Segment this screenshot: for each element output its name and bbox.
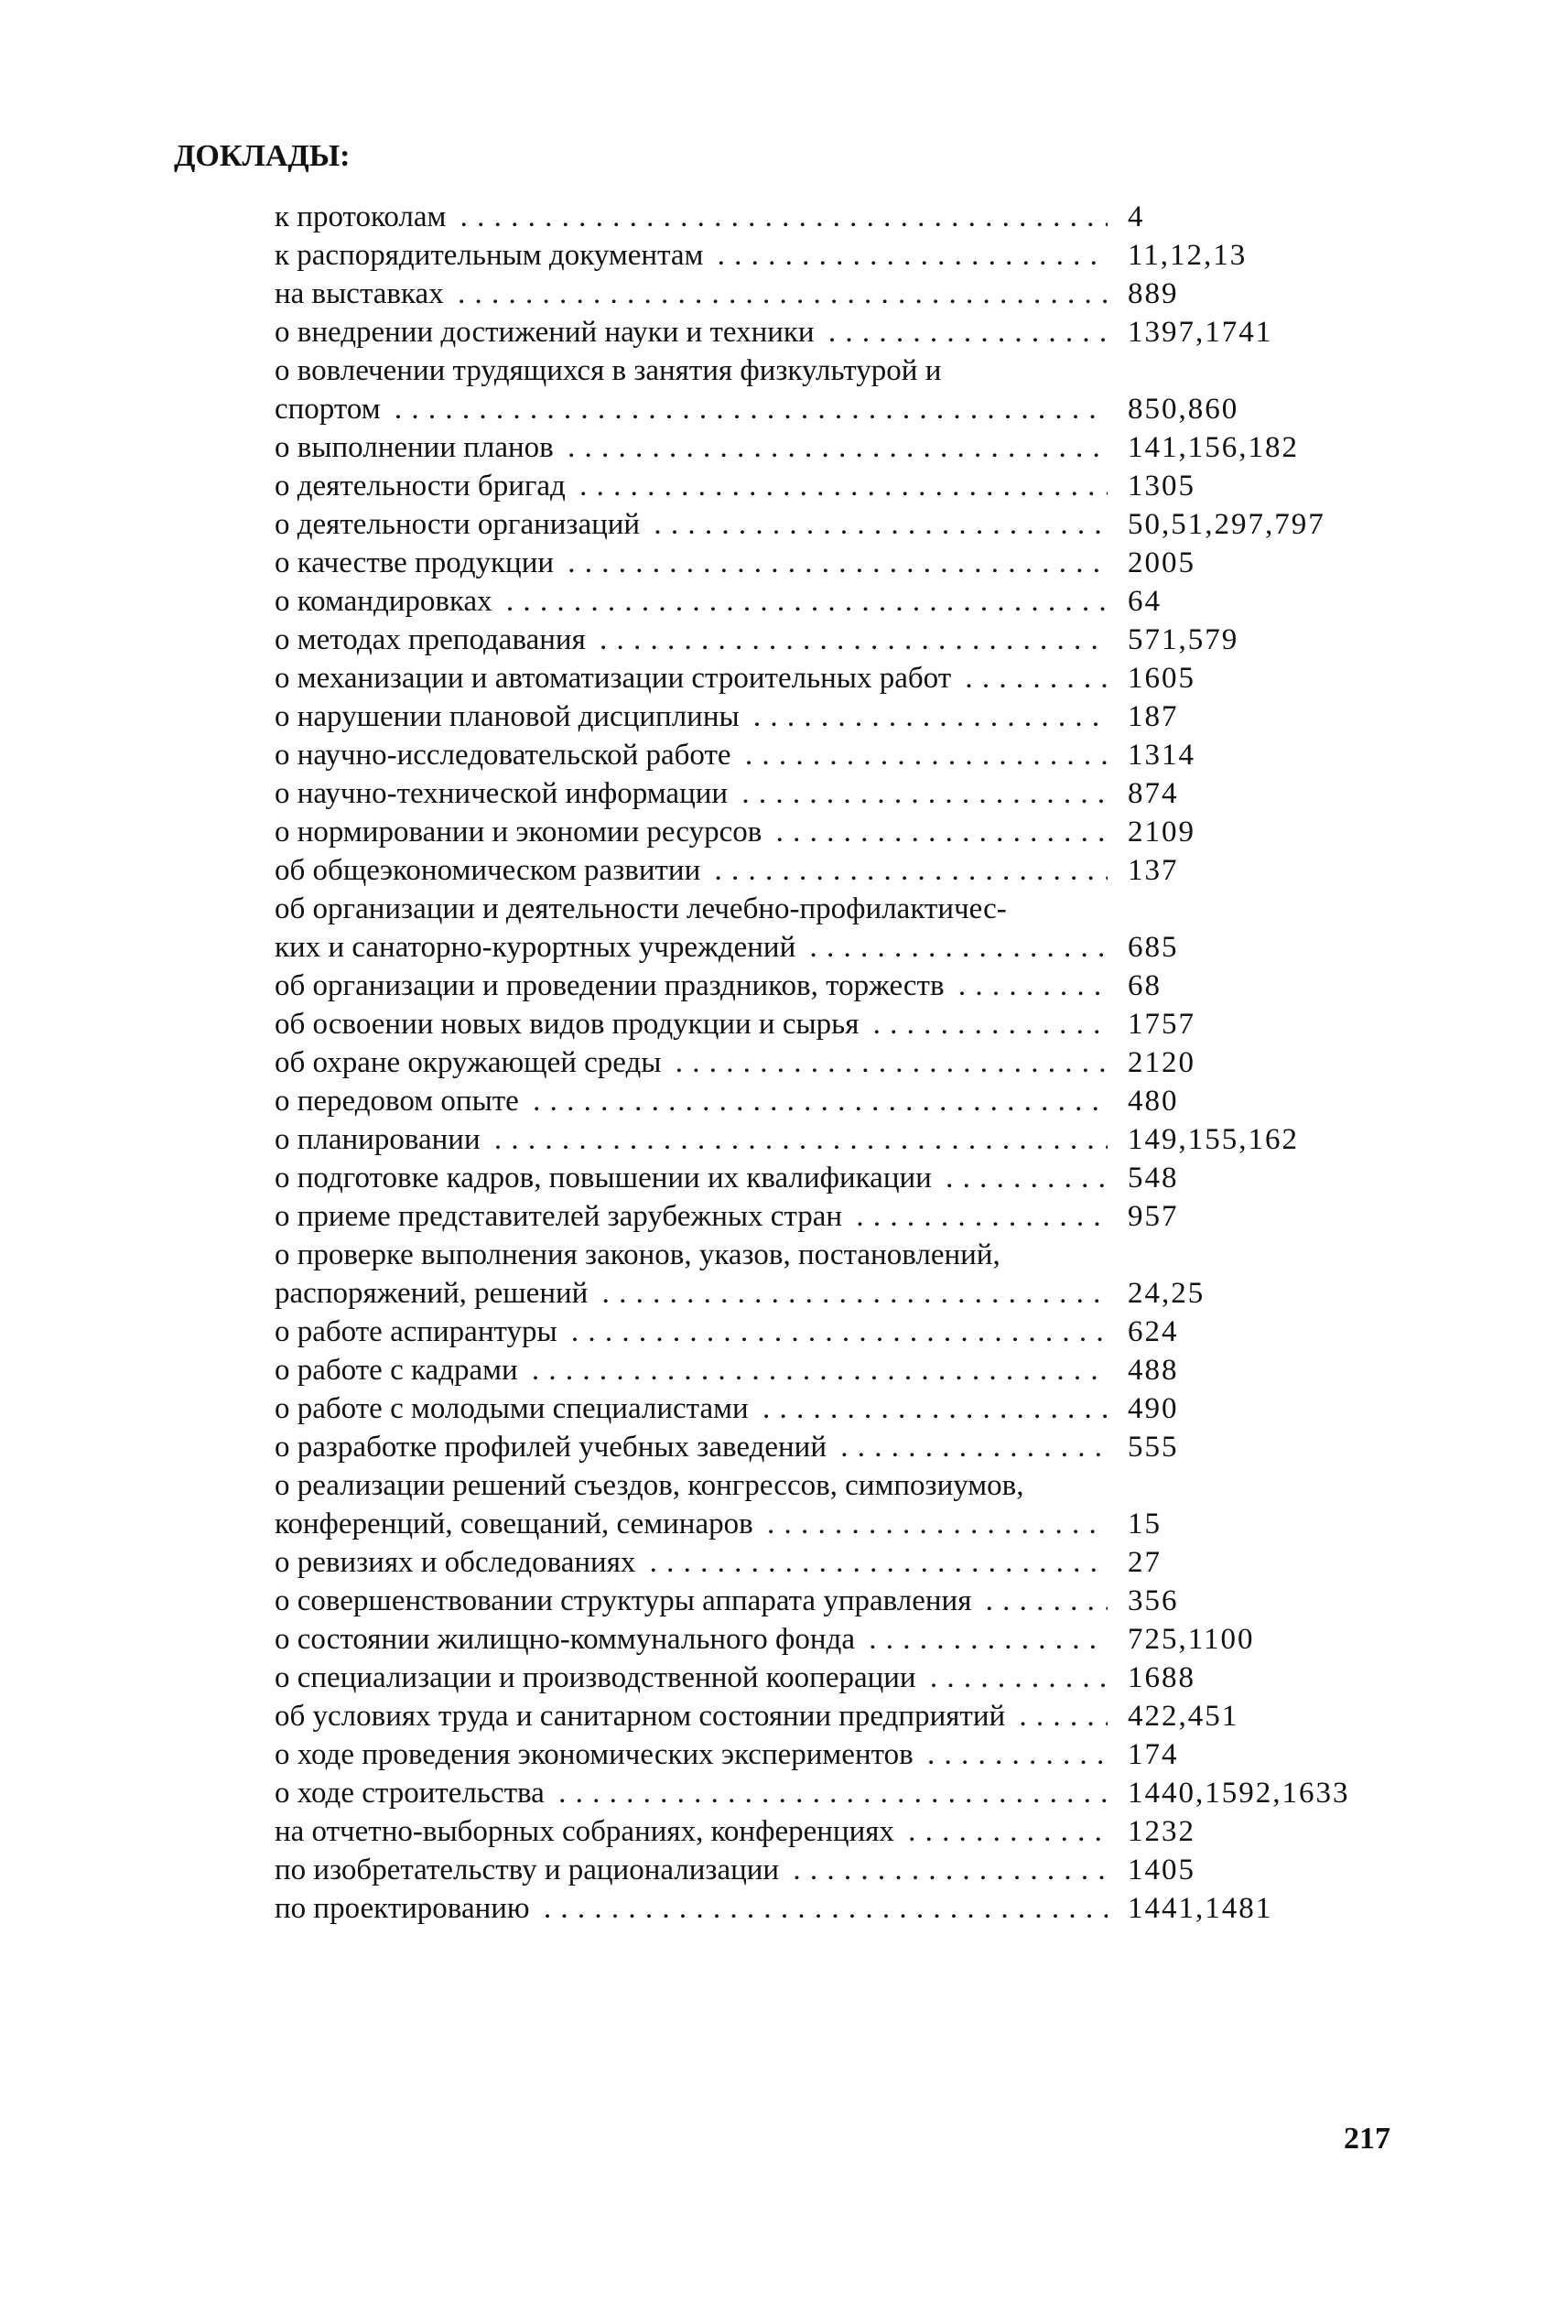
index-entry-text: о передовом опыте <box>275 1085 524 1118</box>
index-entry-text: о деятельности организаций <box>275 508 645 541</box>
dot-leader <box>275 313 1108 351</box>
section-heading: ДОКЛАДЫ: <box>174 139 351 173</box>
index-entry-refs: 1405 <box>1128 1854 1195 1886</box>
index-entry-text: о научно-исследовательской работе <box>275 739 737 772</box>
index-entry-text: о работе аспирантуры <box>275 1315 563 1348</box>
page-number: 217 <box>1344 2122 1390 2156</box>
index-entry-refs: 15 <box>1128 1508 1162 1540</box>
index-entry-refs: 24,25 <box>1128 1277 1206 1310</box>
index-entry <box>275 736 1419 774</box>
index-entry <box>275 1351 1419 1389</box>
index-entry-text: о планировании <box>275 1123 486 1156</box>
index-entry-refs: 174 <box>1128 1738 1179 1771</box>
index-entry <box>275 1389 1419 1428</box>
index-entry <box>275 1812 1419 1851</box>
dot-leader <box>275 1082 1108 1120</box>
dot-leader <box>275 1466 1108 1505</box>
index-entry-refs: 490 <box>1128 1392 1179 1425</box>
dot-leader <box>275 1389 1108 1428</box>
index-entry-refs: 1305 <box>1128 470 1195 503</box>
index-entry-text: о совершенствовании структуры аппарата управления <box>275 1584 977 1617</box>
dot-leader <box>275 1313 1108 1351</box>
index-entry-text: о механизации и автоматизации строительных работ <box>275 662 957 695</box>
index-entry-text: о внедрении достижений науки и техники <box>275 316 820 349</box>
dot-leader <box>275 967 1108 1005</box>
dot-leader <box>275 390 1108 428</box>
index-entry-refs: 422,451 <box>1128 1700 1239 1733</box>
index-entry <box>275 1697 1419 1735</box>
index-entry <box>275 390 1419 428</box>
dot-leader <box>275 1851 1108 1889</box>
index-entry <box>275 1313 1419 1351</box>
index-entry-refs: 1688 <box>1128 1661 1195 1694</box>
index-entry-refs: 2109 <box>1128 816 1195 849</box>
index-entry <box>275 1043 1419 1082</box>
dot-leader <box>275 1659 1108 1697</box>
index-entry-refs: 356 <box>1128 1584 1179 1617</box>
index-entry-text: о командировках <box>275 585 498 618</box>
index-entry-refs: 889 <box>1128 277 1179 310</box>
index-entry-text: о нарушении плановой дисциплины <box>275 700 745 733</box>
index-entry-text: о методах преподавания <box>275 623 591 656</box>
index-entry-text: распоряжений, решений <box>275 1277 593 1310</box>
dot-leader <box>275 467 1108 505</box>
dot-leader <box>275 1889 1108 1928</box>
index-entry-text: об охране окружающей среды <box>275 1046 666 1079</box>
index-entry-refs: 555 <box>1128 1431 1179 1464</box>
dot-leader <box>275 890 1108 928</box>
index-entry <box>275 198 1419 236</box>
index-entry <box>275 1659 1419 1697</box>
index-entry <box>275 1466 1419 1505</box>
dot-leader <box>275 1197 1108 1236</box>
index-entry-refs: 488 <box>1128 1354 1179 1387</box>
dot-leader <box>275 851 1108 890</box>
index-entry <box>275 1082 1419 1120</box>
index-entry <box>275 928 1419 967</box>
index-entry-text: о деятельности бригад <box>275 470 571 503</box>
dot-leader <box>275 928 1108 967</box>
index-entry-refs: 50,51,297,797 <box>1128 508 1325 541</box>
index-entry-text: ких и санаторно-курортных учреждений <box>275 931 801 964</box>
index-entry-refs: 874 <box>1128 777 1179 810</box>
index-entry-refs: 64 <box>1128 585 1162 618</box>
index-entry <box>275 1620 1419 1659</box>
dot-leader <box>275 1236 1108 1274</box>
index-entry-text: о подготовке кадров, повышении их квалификации <box>275 1162 937 1194</box>
index-entry <box>275 813 1419 851</box>
index-entry-refs: 11,12,13 <box>1128 239 1248 272</box>
dot-leader <box>275 544 1108 582</box>
index-list <box>275 198 1419 1928</box>
index-entry-refs: 2120 <box>1128 1046 1195 1079</box>
dot-leader <box>275 1043 1108 1082</box>
index-entry <box>275 1505 1419 1543</box>
index-entry-text: о состоянии жилищно-коммунального фонда <box>275 1623 860 1656</box>
index-entry-text: по изобретательству и рационализации <box>275 1854 784 1886</box>
index-entry <box>275 582 1419 621</box>
index-entry <box>275 544 1419 582</box>
index-entry <box>275 851 1419 890</box>
index-entry-refs: 571,579 <box>1128 623 1239 656</box>
index-entry-text: о работе с молодыми специалистами <box>275 1392 754 1425</box>
dot-leader <box>275 582 1108 621</box>
index-entry-refs: 725,1100 <box>1128 1623 1255 1656</box>
index-entry-text: к протоколам <box>275 200 451 233</box>
dot-leader <box>275 275 1108 313</box>
dot-leader <box>275 1774 1108 1812</box>
index-entry <box>275 505 1419 544</box>
dot-leader <box>275 1159 1108 1197</box>
index-entry-text: к распорядительным документам <box>275 239 708 272</box>
index-entry <box>275 275 1419 313</box>
index-entry-refs: 149,155,162 <box>1128 1123 1299 1156</box>
index-entry-refs: 850,860 <box>1128 393 1239 426</box>
index-entry-refs: 1440,1592,1633 <box>1128 1777 1350 1810</box>
dot-leader <box>275 1543 1108 1582</box>
index-entry-refs: 1757 <box>1128 1008 1195 1041</box>
index-entry <box>275 1274 1419 1313</box>
index-entry-text: о научно-технической информации <box>275 777 733 810</box>
index-entry <box>275 351 1419 390</box>
index-entry-text: спортом <box>275 393 386 426</box>
index-entry-refs: 624 <box>1128 1315 1179 1348</box>
index-entry-text: конференций, совещаний, семинаров <box>275 1508 759 1540</box>
dot-leader <box>275 1735 1108 1774</box>
index-entry <box>275 1236 1419 1274</box>
index-entry-refs: 957 <box>1128 1200 1179 1233</box>
index-entry <box>275 467 1419 505</box>
dot-leader <box>275 659 1108 697</box>
index-entry-text: о специализации и производственной кооперации <box>275 1661 922 1694</box>
index-entry <box>275 621 1419 659</box>
index-entry <box>275 1197 1419 1236</box>
index-entry-refs: 1314 <box>1128 739 1195 772</box>
dot-leader <box>275 697 1108 736</box>
index-entry-text: на выставках <box>275 277 449 310</box>
dot-leader <box>275 1582 1108 1620</box>
index-entry <box>275 1543 1419 1582</box>
index-entry-text: о разработке профилей учебных заведений <box>275 1431 832 1464</box>
index-entry <box>275 428 1419 467</box>
index-entry <box>275 1005 1419 1043</box>
index-entry-text: о ревизиях и обследованиях <box>275 1546 641 1579</box>
dot-leader <box>275 351 1108 390</box>
index-entry-text: об организации и проведении праздников, торжеств <box>275 969 950 1002</box>
index-entry <box>275 1735 1419 1774</box>
index-entry-text: о реализации решений съездов, конгрессов, симпозиумов, <box>275 1469 1030 1502</box>
dot-leader <box>275 198 1108 236</box>
index-entry-refs: 685 <box>1128 931 1179 964</box>
dot-leader <box>275 1005 1108 1043</box>
index-entry-text: на отчетно-выборных собраниях, конференциях <box>275 1815 900 1848</box>
dot-leader <box>275 1505 1108 1543</box>
dot-leader <box>275 1351 1108 1389</box>
index-entry <box>275 1774 1419 1812</box>
index-entry-text: о ходе строительства <box>275 1777 550 1810</box>
index-entry <box>275 313 1419 351</box>
index-entry-text: об организации и деятельности лечебно-профилактичес- <box>275 892 1012 925</box>
index-entry-refs: 1605 <box>1128 662 1195 695</box>
index-entry-refs: 1232 <box>1128 1815 1195 1848</box>
index-entry <box>275 659 1419 697</box>
dot-leader <box>275 428 1108 467</box>
index-entry-refs: 68 <box>1128 969 1162 1002</box>
index-entry-refs: 141,156,182 <box>1128 431 1299 464</box>
index-entry <box>275 774 1419 813</box>
index-entry-text: по проектированию <box>275 1892 535 1925</box>
index-entry-refs: 137 <box>1128 854 1179 887</box>
dot-leader <box>275 236 1108 275</box>
index-entry-text: о качестве продукции <box>275 546 559 579</box>
dot-leader <box>275 505 1108 544</box>
dot-leader <box>275 1274 1108 1313</box>
index-entry-refs: 480 <box>1128 1085 1179 1118</box>
index-entry-text: об условиях труда и санитарном состоянии предприятий <box>275 1700 1011 1733</box>
index-entry-text: о приеме представителей зарубежных стран <box>275 1200 848 1233</box>
index-entry <box>275 1428 1419 1466</box>
index-entry <box>275 1582 1419 1620</box>
index-entry <box>275 890 1419 928</box>
index-entry-text: о работе с кадрами <box>275 1354 524 1387</box>
index-entry-refs: 1441,1481 <box>1128 1892 1273 1925</box>
dot-leader <box>275 736 1108 774</box>
index-entry-refs: 2005 <box>1128 546 1195 579</box>
index-entry-text: о проверке выполнения законов, указов, постановлений, <box>275 1238 1006 1271</box>
dot-leader <box>275 1812 1108 1851</box>
index-entry-refs: 27 <box>1128 1546 1162 1579</box>
index-entry-refs: 187 <box>1128 700 1179 733</box>
dot-leader <box>275 813 1108 851</box>
index-entry <box>275 1851 1419 1889</box>
index-entry <box>275 1120 1419 1159</box>
index-entry <box>275 967 1419 1005</box>
dot-leader <box>275 1120 1108 1159</box>
index-entry <box>275 1159 1419 1197</box>
dot-leader <box>275 1697 1108 1735</box>
index-entry-text: о выполнении планов <box>275 431 559 464</box>
index-entry-text: о нормировании и экономии ресурсов <box>275 816 767 849</box>
index-entry-refs: 548 <box>1128 1162 1179 1194</box>
dot-leader <box>275 774 1108 813</box>
index-entry-text: о вовлечении трудящихся в занятия физкультурой и <box>275 354 946 387</box>
index-entry-refs: 1397,1741 <box>1128 316 1273 349</box>
dot-leader <box>275 1620 1108 1659</box>
index-entry-text: об общеэкономическом развитии <box>275 854 706 887</box>
index-entry <box>275 697 1419 736</box>
index-entry-text: о ходе проведения экономических экспериментов <box>275 1738 919 1771</box>
index-entry-text: об освоении новых видов продукции и сырья <box>275 1008 864 1041</box>
index-entry-refs: 4 <box>1128 200 1145 233</box>
index-entry <box>275 1889 1419 1928</box>
index-entry <box>275 236 1419 275</box>
dot-leader <box>275 621 1108 659</box>
dot-leader <box>275 1428 1108 1466</box>
